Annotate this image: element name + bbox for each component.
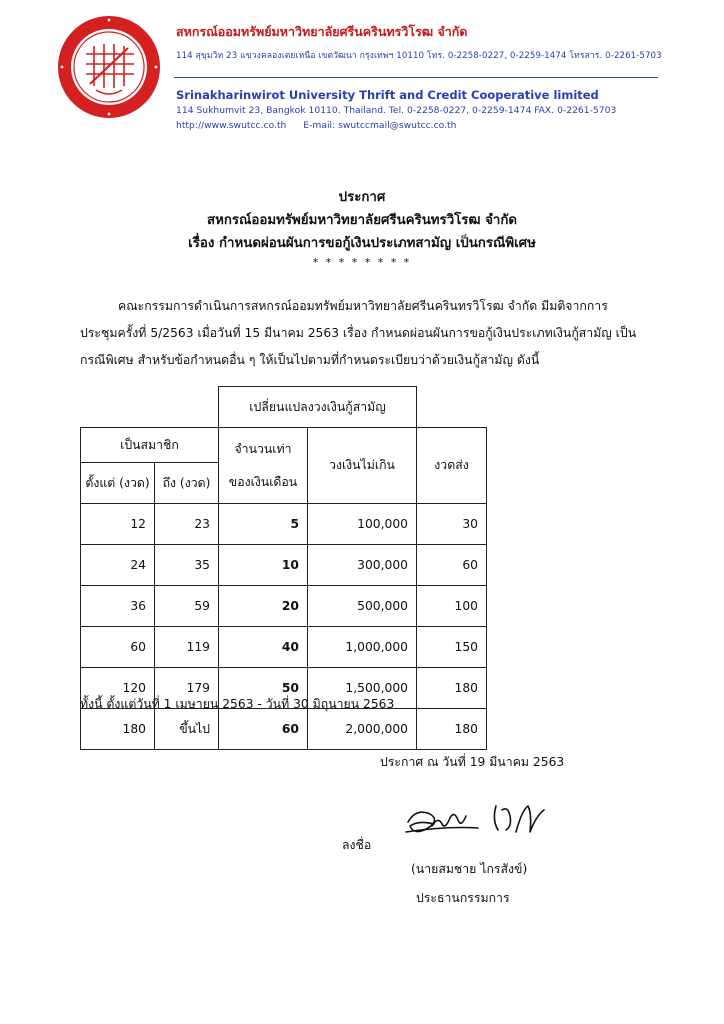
effective-period: ทั้งนี้ ตั้งแต่วันที่ 1 เมษายน 2563 - วันที่ 30 มิถุนายน 2563 [80,697,395,711]
org-contact [176,120,470,131]
to-cell: ขึ้นไป [155,709,219,750]
announcement-org: สหกรณ์ออมทรัพย์มหาวิทยาลัยศรีนครินทรวิโรฒ จำกัด [206,213,518,228]
header-divider [174,77,658,78]
to-cell: 59 [155,586,219,627]
from-cell: 24 [81,545,155,586]
signer-name: (นายสมชาย ไกรสังข์) [411,862,528,876]
times-cell: 60 [219,709,308,750]
table-row [81,545,487,586]
body-line-2: ประชุมครั้งที่ 5/2563 เมื่อวันที่ 15 มีนาคม 2563 เรื่อง กำหนดผ่อนผันการขอกู้เงินประเภทเงินกู้สามัญ เป็น [80,326,637,340]
member-header: เป็นสมาชิก [81,428,219,463]
body-line-3: กรณีพิเศษ สำหรับข้อกำหนดอื่น ๆ ให้เป็นไปตามที่กำหนดระเบียบว่าด้วยเงินกู้สามัญ ดังนี้ [80,353,540,367]
body-line-1: คณะกรรมการดำเนินการสหกรณ์ออมทรัพย์มหาวิทยาลัยศรีนครินทรวิโรฒ จำกัด มีมติจากการ [118,299,608,313]
limit-cell: 500,000 [308,586,417,627]
handwritten-signature [398,792,558,852]
from-cell: 180 [81,709,155,750]
installments-cell: 100 [417,586,487,627]
group-header: เปลี่ยนแปลงวงเงินกู้สามัญ [219,387,417,428]
times-cell: 5 [219,504,308,545]
installments-cell: 180 [417,668,487,709]
times-cell: 50 [219,668,308,709]
from-header: ตั้งแต่ (งวด) [81,463,155,504]
signature-label: ลงชื่อ [342,838,372,852]
table-row [81,709,487,750]
to-cell: 179 [155,668,219,709]
announcement-date: ประกาศ ณ วันที่ 19 มีนาคม 2563 [380,755,565,769]
signer-position: ประธานกรรมการ [416,891,510,905]
installments-cell: 60 [417,545,487,586]
cooperative-seal-icon [56,14,162,120]
table-row [81,504,487,545]
installments-cell: 30 [417,504,487,545]
announcement-title: ประกาศ [338,190,386,205]
to-cell: 23 [155,504,219,545]
from-cell: 36 [81,586,155,627]
limit-cell: 1,000,000 [308,627,417,668]
times-cell: 20 [219,586,308,627]
announcement-subject: เรื่อง กำหนดผ่อนผันการขอกู้เงินประเภทสามัญ เป็นกรณีพิเศษ [188,236,536,251]
org-name-english: Srinakharinwirot University Thrift and Credit Cooperative limited [176,88,599,102]
from-cell: 120 [81,668,155,709]
times-cell: 40 [219,627,308,668]
from-cell: 12 [81,504,155,545]
times-cell: 10 [219,545,308,586]
stars-divider: * * * * * * * * [312,256,412,269]
table-row [81,627,487,668]
website-link[interactable]: http://www.swutcc.co.th [176,120,287,131]
limit-cell: 100,000 [308,504,417,545]
org-address-english: 114 Sukhumvit 23, Bangkok 10110. Thailand. Tel. 0-2258-0227, 0-2259-1474 FAX. 0-2261-5703 [176,105,617,116]
table-row [81,586,487,627]
to-cell: 35 [155,545,219,586]
installments-cell: 150 [417,627,487,668]
times-header: จำนวนเท่า ของเงินเดือน [219,428,308,504]
limit-header: วงเงินไม่เกิน [308,428,417,504]
org-name-thai: สหกรณ์ออมทรัพย์มหาวิทยาลัยศรีนครินทรวิโรฒ จำกัด [176,24,468,39]
installments-header: งวดส่ง [417,428,487,504]
limit-cell: 2,000,000 [308,709,417,750]
from-cell: 60 [81,627,155,668]
to-header: ถึง (งวด) [155,463,219,504]
email-link[interactable]: E-mail: swutccmail@swutcc.co.th [303,120,457,131]
to-cell: 119 [155,627,219,668]
org-address-thai: 114 สุขุมวิท 23 แขวงคลองเตยเหนือ เขตวัฒนา กรุงเทพฯ 10110 โทร. 0-2258-0227, 0-2259-1474 โทรสาร. 0-2261-5703 [176,51,662,61]
limit-cell: 300,000 [308,545,417,586]
installments-cell: 180 [417,709,487,750]
limit-cell: 1,500,000 [308,668,417,709]
